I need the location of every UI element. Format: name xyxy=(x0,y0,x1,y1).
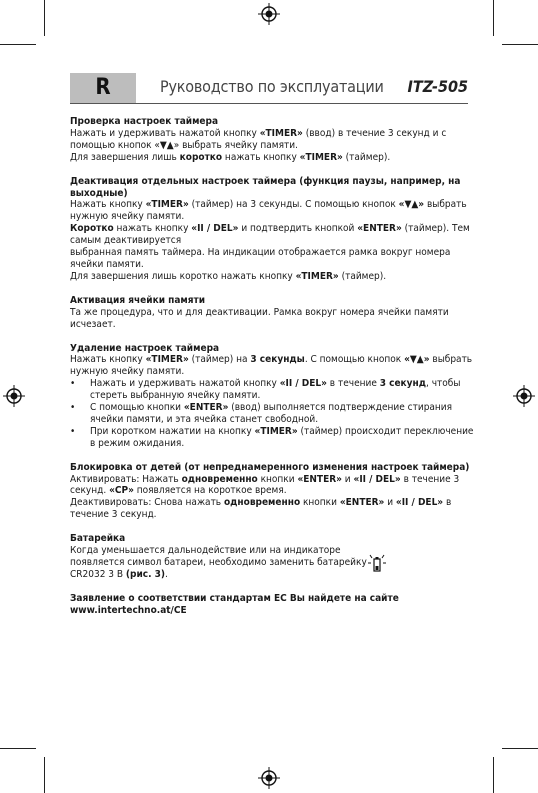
crop-mark-br-h xyxy=(502,748,538,749)
section-ce xyxy=(70,593,480,617)
section-heading: Блокировка от детей (от непреднамеренного изменения настроек таймера) xyxy=(70,461,470,473)
section-heading: Батарейка xyxy=(70,533,126,545)
paragraph: Деактивировать: Снова нажать одновременно кнопки «ENTER» и «II / DEL» в течение 3 секунд. xyxy=(70,497,452,521)
section-heading: Удаление настроек таймера xyxy=(70,342,220,354)
paragraph: Для завершения лишь коротко нажать кнопку «TIMER» (таймер). xyxy=(70,270,387,282)
paragraph: Та же процедура, что и для деактивации. Рамка вокруг номера ячейки памяти исчезает. xyxy=(70,306,449,330)
paragraph: Активировать: Нажать одновременно кнопки «ENTER» и «II / DEL» в течение 3 секунд. «CP» появляется на короткое время. xyxy=(70,473,460,497)
paragraph: Для завершения лишь коротко нажать кнопку «TIMER» (таймер). xyxy=(70,151,391,163)
crop-mark-br-v xyxy=(493,757,494,793)
paragraph: Нажать кнопку «TIMER» (таймер) на 3 секунды. С помощью кнопок «▼▲» выбрать нужную ячейку памяти. xyxy=(70,354,473,378)
bullet-item: • С помощью кнопки «ENTER» (ввод) выполняется подтверждение стирания ячейки памяти, и эта ячейка станет свободной. xyxy=(70,402,480,426)
language-code-badge: R xyxy=(70,73,136,103)
section-timer-check xyxy=(70,116,480,164)
crop-mark-tl-v xyxy=(44,0,45,36)
crop-mark-tr-v xyxy=(493,0,494,36)
paragraph: Когда уменьшается дальнодействие или на индикаторе xyxy=(70,545,341,557)
registration-mark-left-icon xyxy=(3,385,25,407)
section-battery xyxy=(70,533,480,581)
registration-mark-right-icon xyxy=(513,385,535,407)
ce-link[interactable]: www.intertechno.at/CE xyxy=(70,604,187,616)
section-delete xyxy=(70,343,480,450)
paragraph: CR2032 3 В (рис. 3). xyxy=(70,568,168,580)
crop-mark-bl-v xyxy=(44,757,45,793)
section-deactivate xyxy=(70,176,480,283)
registration-mark-top-icon xyxy=(258,3,280,25)
crop-mark-bl-h xyxy=(0,748,36,749)
manual-title: Руководство по эксплуатации xyxy=(160,77,384,96)
header-rule xyxy=(70,103,468,104)
section-child-lock xyxy=(70,462,480,522)
battery-low-icon xyxy=(366,553,388,573)
registration-mark-bottom-icon xyxy=(258,767,280,789)
paragraph: появляется символ батареи, необходимо заменить батарейку xyxy=(70,557,367,568)
crop-mark-tl-h xyxy=(0,44,36,45)
section-heading: Проверка настроек таймера xyxy=(70,116,219,127)
bullet-item: • Нажать и удерживать нажатой кнопку «II / DEL» в течение 3 секунд, чтобы стереть выбранную ячейку памяти. xyxy=(70,378,480,402)
section-heading: Деактивация отдельных настроек таймера (функция паузы, например, на выходные) xyxy=(70,175,461,199)
paragraph: Коротко нажать кнопку «II / DEL» и подтвердить кнопкой «ENTER» (таймер). Тем самым деактивируется xyxy=(70,223,470,247)
section-activate xyxy=(70,295,480,331)
section-heading: Активация ячейки памяти xyxy=(70,294,206,306)
bullet-item: • При коротком нажатии на кнопку «TIMER» (таймер) происходит переключение в режим ожидания. xyxy=(70,426,480,450)
manual-content xyxy=(70,116,480,629)
paragraph: Нажать и удерживать нажатой кнопку «TIMER» (ввод) в течение 3 секунд и с помощью кнопок «▼▲» выбрать ячейку памяти. xyxy=(70,127,447,151)
ce-statement: Заявление о соответствии стандартам ЕС Вы найдете на сайте xyxy=(70,592,399,604)
paragraph: выбранная память таймера. На индикации отображается рамка вокруг номера ячейки памяти. xyxy=(70,247,451,270)
page-header xyxy=(70,73,468,103)
model-number: ITZ-505 xyxy=(407,77,468,96)
crop-mark-tr-h xyxy=(502,44,538,45)
paragraph: Нажать кнопку «TIMER» (таймер) на 3 секунды. С помощью кнопок «▼▲» выбрать нужную ячейку памяти. xyxy=(70,199,467,223)
